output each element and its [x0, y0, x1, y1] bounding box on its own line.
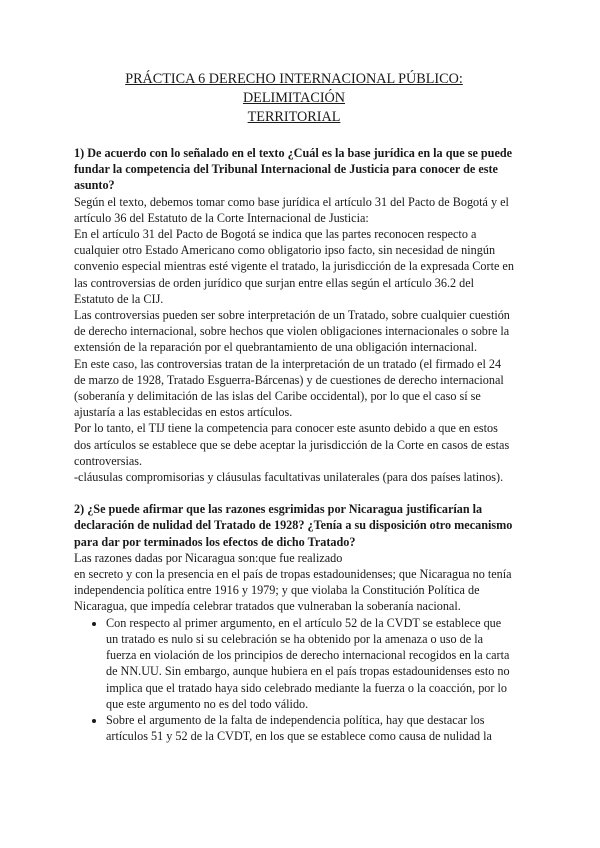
paragraph: En este caso, las controversias tratan de la interpretación de un tratado (el firmado el 24 de marzo de 1928, Tratado Esguerra-Bárcenas) y de cuestiones de derecho internacional (soberanía y delimitación de las islas del Caribe occidental), por lo que el caso sí se ajustaría a las establecidas en estos artículos. [74, 356, 504, 420]
list-item: • Sobre el argumento de la falta de independencia política, hay que destacar los artículos 51 y 52 de la CVDT, en los que se establece como causa de nulidad la [106, 712, 514, 744]
paragraph: Según el texto, debemos tomar como base jurídica el artículo 31 del Pacto de Bogotá y el artículo 36 del Estatuto de la Corte Internacional de Justicia: [74, 194, 509, 225]
question-1: 1) De acuerdo con lo señalado en el texto ¿Cuál es la base jurídica en la que se puede fundar la competencia del Tribunal Internacional de Justicia para conocer de este asunto? [74, 146, 513, 193]
section-question-2 [74, 501, 514, 744]
paragraph: independencia política entre 1916 y 1979; y que violaba la Constitución Política de Nicaragua, que impedía celebrar tratados que vulneraban la soberanía nacional. [74, 583, 480, 614]
question-2: 2) ¿Se puede afirmar que las razones esgrimidas por Nicaragua justificarían la declaración de nulidad del Tratado de 1928? ¿Tenía a su disposición otro mecanismo para dar por terminados los efectos de dicho Tratado? [74, 502, 513, 549]
page-title [78, 70, 510, 127]
title-line-1: PRÁCTICA 6 DERECHO INTERNACIONAL PÚBLICO: DELIMITACIÓN [125, 71, 463, 106]
paragraph: Por lo tanto, el TIJ tiene la competencia para conocer este asunto debido a que en estos dos artículos se establece que se debe aceptar la jurisdicción de la Corte en casos de estas controversias. [74, 421, 510, 468]
paragraph: En el artículo 31 del Pacto de Bogotá se indica que las partes reconocen respecto a cualquier otro Estado Americano como obligatorio ipso facto, sin necesidad de ningún convenio especial mientras esté vigente el tratado, la jurisdicción de la expresada Corte en las controversias de orden jurídico que surjan entre ellas según el artículo 36.2 del Estatuto de la CIJ. [74, 227, 514, 306]
paragraph: Las razones dadas por Nicaragua son:que fue realizado [74, 550, 343, 565]
paragraph: Las controversias pueden ser sobre interpretación de un Tratado, sobre cualquier cuestión de derecho internacional, sobre hechos que violen obligaciones internacionales o sobre la extensión de la reparación por el quebrantamiento de una obligación internacional. [74, 308, 510, 355]
paragraph: en secreto y con la presencia en el país de tropas estadounidenses; que Nicaragua no tenía [74, 567, 512, 582]
list-item: • Con respecto al primer argumento, en el artículo 52 de la CVDT se establece que un tratado es nulo si su celebración se ha obtenido por la amenaza o uso de la fuerza en violación de los principios de derecho internacional recogidos en la carta de NN.UU. Sin embargo, aunque hubiera en el país tropas estadounidenses esto no implica que el tratado haya sido celebrado mediante la fuerza o la coacción, por lo que este argumento no es del todo válido. [106, 615, 514, 712]
title-line-2: TERRITORIAL [247, 109, 341, 125]
paragraph: -cláusulas compromisorias y cláusulas facultativas unilaterales (para dos países latinos). [74, 470, 504, 485]
bullet-list [74, 615, 514, 745]
spacer [74, 485, 514, 501]
section-question-1 [74, 145, 514, 485]
